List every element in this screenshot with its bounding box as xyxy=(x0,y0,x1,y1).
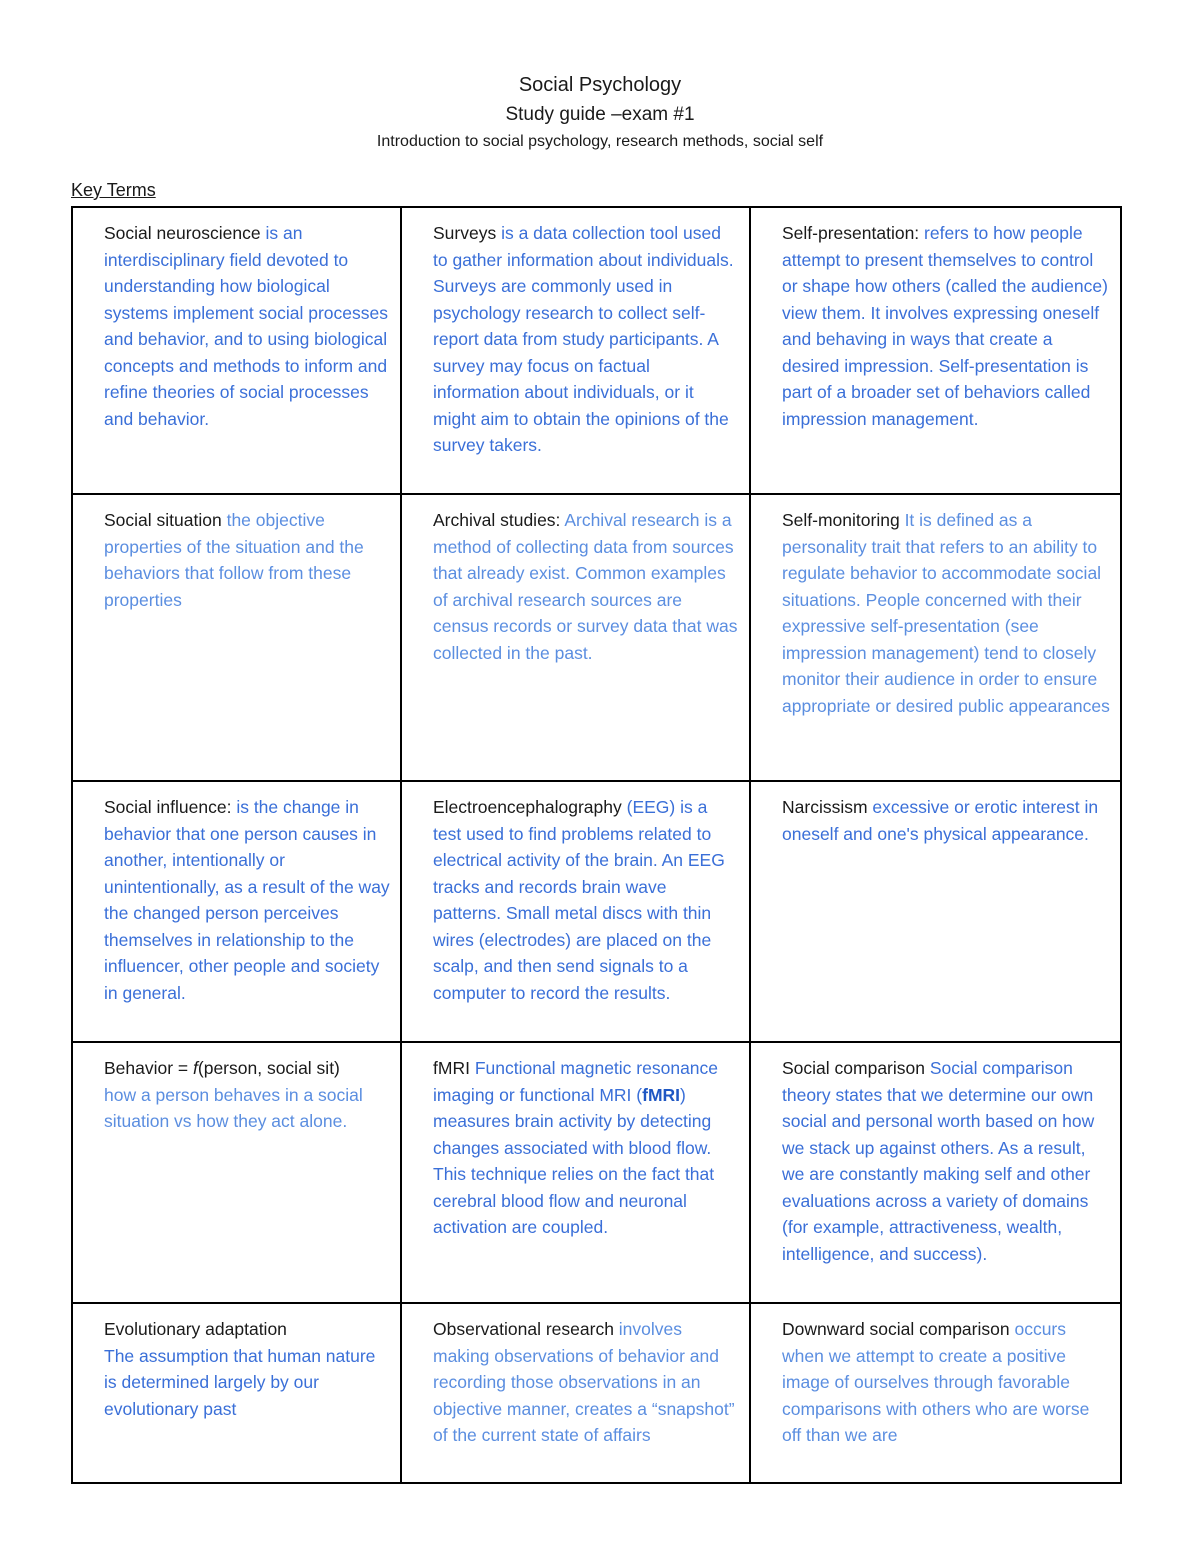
term-cell xyxy=(750,207,1121,494)
term-label: Evolutionary adaptation xyxy=(104,1319,287,1339)
term-label: Behavior = xyxy=(104,1058,194,1078)
term-label: Observational research xyxy=(433,1319,614,1339)
term-definition: involves making observations of behavior and recording those observations in an objective manner, creates a “snapshot” of the current state of affairs xyxy=(433,1319,735,1445)
term-label-rest: (person, social sit) xyxy=(197,1058,340,1078)
table-row xyxy=(72,1303,1121,1483)
term-label: Self-presentation: xyxy=(782,223,920,243)
term-label: Downward social comparison xyxy=(782,1319,1010,1339)
key-terms-table xyxy=(71,206,1122,1484)
term-cell xyxy=(750,1303,1121,1483)
term-cell xyxy=(750,1042,1121,1303)
term-definition: It is defined as a personality trait that refers to an ability to regulate behavior to accommodate social situations. People concerned with their expressive self-presentation (see impression management) tend to closely monitor their audience in order to ensure appropriate or desired public appearances xyxy=(782,510,1110,716)
term-definition: is a data collection tool used to gather information about individuals. Surveys are commonly used in psychology research to collect self-report data from study participants. A survey may focus on factual information about individuals, or it might aim to obtain the opinions of the survey takers. xyxy=(433,223,734,455)
term-label: Social influence: xyxy=(104,797,232,817)
term-label: Narcissism xyxy=(782,797,868,817)
term-label-italic: f xyxy=(193,1058,198,1078)
term-cell xyxy=(72,1303,401,1483)
term-label: Surveys xyxy=(433,223,502,243)
term-cell xyxy=(750,494,1121,781)
document-description: Introduction to social psychology, research methods, social self xyxy=(376,133,824,150)
term-label: Archival studies: xyxy=(433,510,561,530)
term-definition: Social comparison theory states that we determine our own social and personal worth based on how we stack up against others. As a result, we are constantly making self and other evaluations across a variety of domains (for example, attractiveness, wealth, intelligence, and success). xyxy=(782,1058,1095,1264)
term-label: Electroencephalography xyxy=(433,797,622,817)
term-definition-rest: ) measures brain activity by detecting changes associated with blood flow. This technique relies on the fact that cerebral blood flow and neuronal activation are coupled. xyxy=(433,1084,715,1237)
term-definition: the objective properties of the situation and the behaviors that follow from these properties xyxy=(104,510,364,610)
term-label: Social neuroscience xyxy=(104,223,261,243)
term-cell xyxy=(401,781,750,1042)
term-cell xyxy=(72,781,401,1042)
term-label: Social situation xyxy=(104,510,222,530)
table-row xyxy=(72,207,1121,494)
document-header xyxy=(0,70,1200,154)
term-definition: refers to how people attempt to present themselves to control or shape how others (called the audience) view them. It involves expressing oneself and behaving in ways that create a desired impression. Self-presentation is part of a broader set of behaviors called impression management. xyxy=(782,223,1108,429)
term-definition: Archival research is a method of collecting data from sources that already exist. Common examples of archival research sources are census records or survey data that was collected in the past. xyxy=(433,510,738,663)
term-definition: how a person behaves in a social situation vs how they act alone. xyxy=(104,1084,363,1131)
term-cell xyxy=(401,1303,750,1483)
table-row xyxy=(72,1042,1121,1303)
term-definition: Functional magnetic resonance imaging or functional MRI ( xyxy=(433,1058,719,1105)
term-cell xyxy=(401,1042,750,1303)
term-definition: is an interdisciplinary field devoted to understanding how biological systems implement social processes and behavior, and to using biological concepts and methods to inform and refine theories of social processes and behavior. xyxy=(104,223,388,429)
document-title: Social Psychology xyxy=(518,74,682,96)
term-definition: occurs when we attempt to create a positive image of ourselves through favorable comparisons with others who are worse off than we are xyxy=(782,1319,1090,1445)
term-label: fMRI xyxy=(433,1058,470,1078)
term-definition: is the change in behavior that one person causes in another, intentionally or unintentionally, as a result of the way the changed person perceives themselves in relationship to the influencer, other people and society in general. xyxy=(104,797,390,1003)
term-label: Social comparison xyxy=(782,1058,925,1078)
term-cell xyxy=(72,494,401,781)
term-definition: The assumption that human nature is determined largely by our evolutionary past xyxy=(104,1345,376,1419)
table-row xyxy=(72,494,1121,781)
term-cell xyxy=(72,207,401,494)
term-definition: excessive or erotic interest in oneself and one's physical appearance. xyxy=(782,797,1099,844)
term-cell xyxy=(750,781,1121,1042)
document-subtitle: Study guide –exam #1 xyxy=(505,104,695,125)
term-definition: (EEG) is a test used to find problems related to electrical activity of the brain. An EEG tracks and records brain wave patterns. Small metal discs with thin wires (electrodes) are placed on the scalp, and then send signals to a computer to record the results. xyxy=(433,797,725,1003)
term-label: Self-monitoring xyxy=(782,510,900,530)
term-definition-bold: fMRI xyxy=(642,1084,681,1105)
section-label-key-terms: Key Terms xyxy=(71,180,156,200)
table-row xyxy=(72,781,1121,1042)
term-cell xyxy=(72,1042,401,1303)
term-cell xyxy=(401,494,750,781)
term-cell xyxy=(401,207,750,494)
